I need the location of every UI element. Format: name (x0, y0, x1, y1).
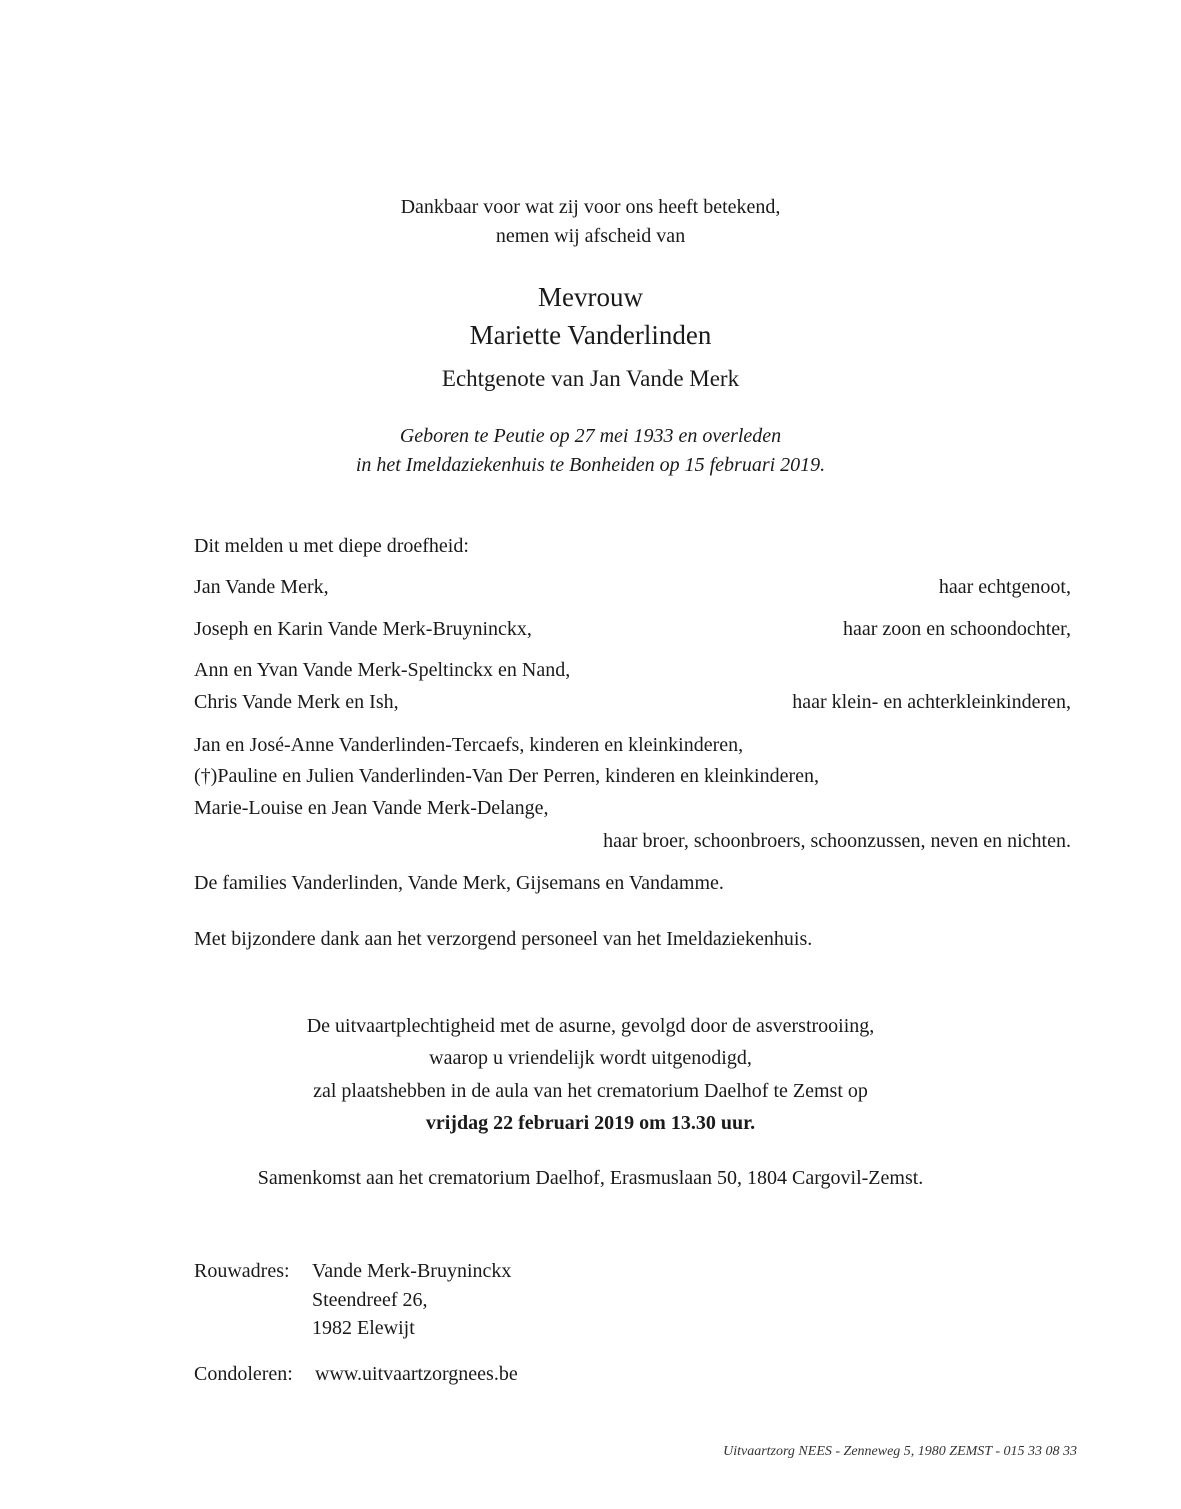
siblings-line-2: (†)Pauline en Julien Vanderlinden-Van Der Perren, kinderen en kleinkinderen, (194, 765, 819, 787)
condolences-link[interactable]: www.uitvaartzorgnees.be (315, 1363, 518, 1385)
intro-line-1: Dankbaar voor wat zij voor ons heeft betekend, (400, 196, 781, 218)
thanks-line: Met bijzondere dank aan het verzorgend personeel van het Imeldaziekenhuis. (194, 928, 813, 950)
grandchildren-line-1: Ann en Yvan Vande Merk-Speltinckx en Nand, (194, 659, 571, 681)
condolences-label: Condoleren: (194, 1363, 293, 1385)
grandchildren-line-2: Chris Vande Merk en Ish, (194, 691, 399, 713)
address-line-1: Vande Merk-Bruyninckx (312, 1260, 512, 1282)
ceremony-line-3: zal plaatshebben in de aula van het crematorium Daelhof te Zemst op (313, 1080, 868, 1102)
deceased-title: Mevrouw (538, 282, 643, 312)
intro-line-2: nemen wij afscheid van (495, 225, 686, 247)
spouse-role: haar echtgenoot, (938, 576, 1071, 598)
ceremony-line-1: De uitvaartplechtigheid met de asurne, gevolgd door de asverstrooiing, (306, 1015, 875, 1037)
siblings-line-1: Jan en José-Anne Vanderlinden-Tercaefs, kinderen en kleinkinderen, (194, 734, 744, 756)
address-line-3: 1982 Elewijt (312, 1317, 415, 1339)
deceased-spouse: Echtgenote van Jan Vande Merk (441, 366, 740, 391)
son-name: Joseph en Karin Vande Merk-Bruyninckx, (194, 618, 532, 640)
gathering-line: Samenkomst aan het crematorium Daelhof, Erasmuslaan 50, 1804 Cargovil-Zemst. (257, 1167, 924, 1189)
son-role: haar zoon en schoondochter, (843, 618, 1071, 640)
ceremony-line-2: waarop u vriendelijk wordt uitgenodigd, (429, 1047, 752, 1069)
grandchildren-role: haar klein- en achterkleinkinderen, (792, 691, 1071, 713)
deceased-name: Mariette Vanderlinden (469, 320, 712, 350)
ceremony-date: vrijdag 22 februari 2019 om 13.30 uur. (425, 1112, 756, 1134)
siblings-role: haar broer, schoonbroers, schoonzussen, neven en nichten. (603, 830, 1071, 852)
born-died-line-1: Geboren te Peutie op 27 mei 1933 en overleden (399, 425, 782, 447)
footer-funeral-home: Uitvaartzorg NEES - Zenneweg 5, 1980 ZEMST - 015 33 08 33 (723, 1444, 1077, 1459)
families-line: De families Vanderlinden, Vande Merk, Gijsemans en Vandamme. (194, 872, 724, 894)
address-line-2: Steendreef 26, (312, 1289, 428, 1311)
siblings-line-3: Marie-Louise en Jean Vande Merk-Delange, (194, 797, 549, 819)
address-label: Rouwadres: (194, 1260, 290, 1282)
spouse-name: Jan Vande Merk, (194, 576, 329, 598)
announcement: Dit melden u met diepe droefheid: (194, 535, 469, 557)
born-died-line-2: in het Imeldaziekenhuis te Bonheiden op 15 februari 2019. (355, 454, 826, 476)
